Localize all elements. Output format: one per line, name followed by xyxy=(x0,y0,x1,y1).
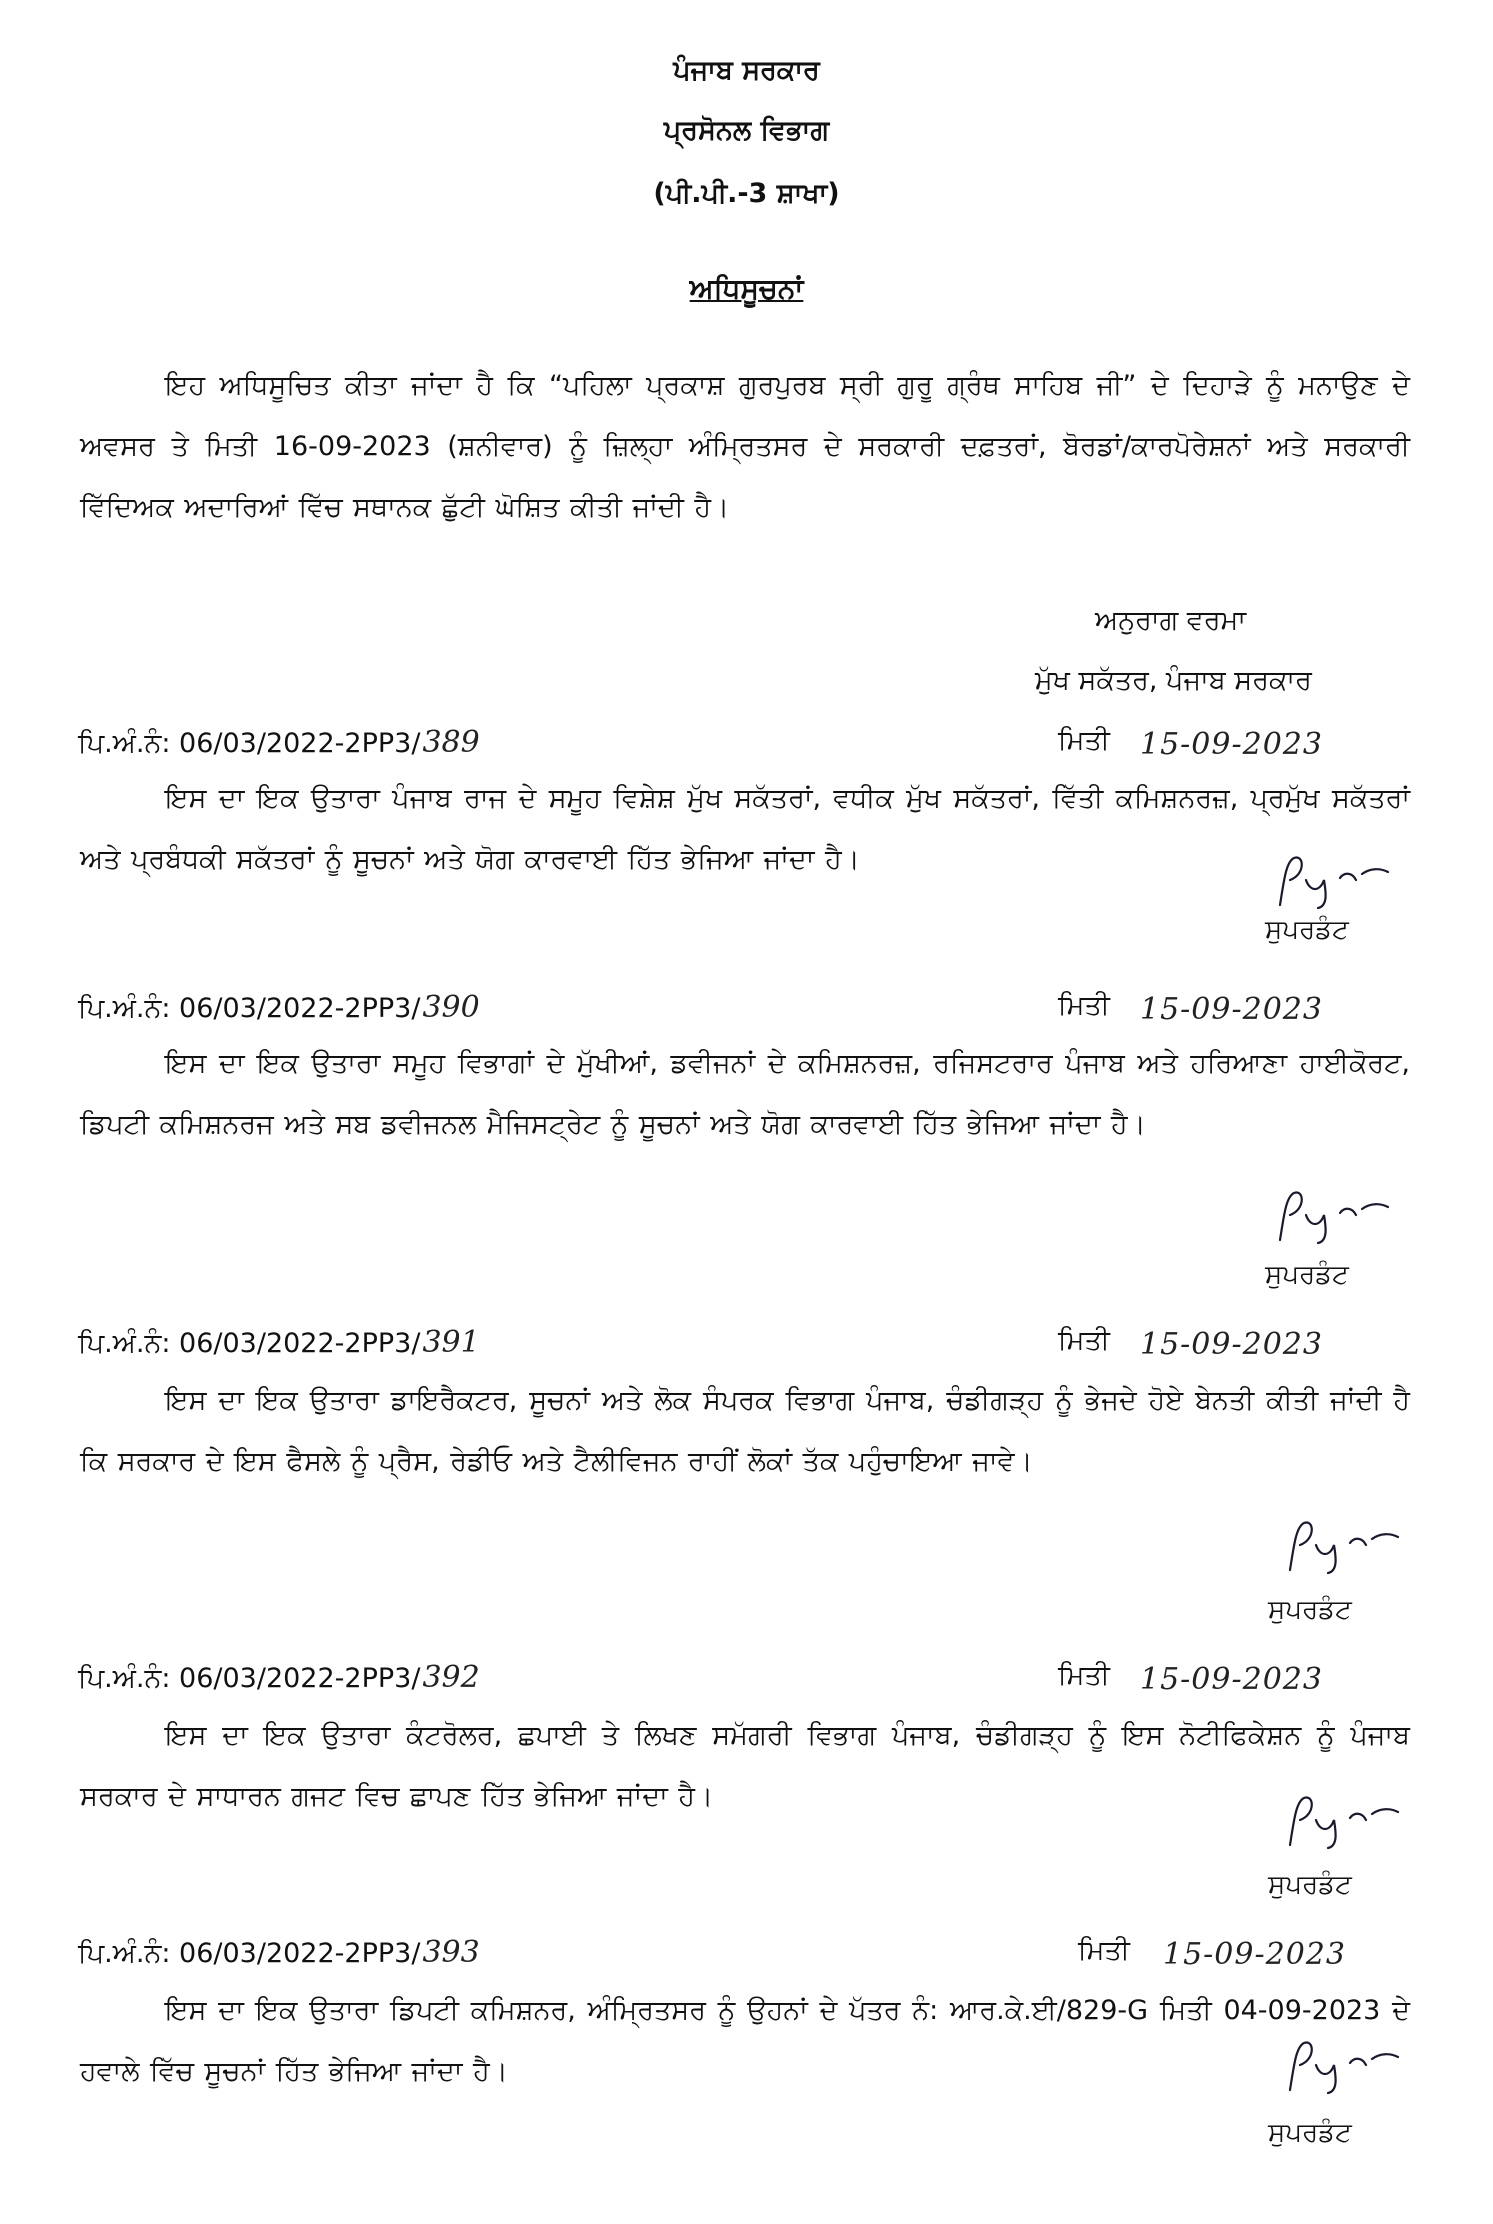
notification-body xyxy=(80,355,1410,538)
endorsement-1-body xyxy=(80,768,1410,890)
notification-text: ਇਹ ਅਧਿਸੂਚਿਤ ਕੀਤਾ ਜਾਂਦਾ ਹੈ ਕਿ “ਪਹਿਲਾ ਪ੍ਰਕਾਸ਼ ਗੁਰਪੁਰਬ ਸ੍ਰੀ ਗੁਰੂ ਗ੍ਰੰਥ ਸਾਹਿਬ ਜੀ” ਦੇ ਦਿਹਾੜੇ ਨੂੰ ਮਨਾਉਣ ਦੇ ਅਵਸਰ ਤੇ ਮਿਤੀ 16-09-2023 (ਸ਼ਨੀਵਾਰ) ਨੂੰ ਜ਼ਿਲ੍ਹਾ ਅੰਮ੍ਰਿਤਸਰ ਦੇ ਸਰਕਾਰੀ ਦਫ਼ਤਰਾਂ, ਬੋਰਡਾਂ/ਕਾਰਪੋਰੇਸ਼ਨਾਂ ਅਤੇ ਸਰਕਾਰੀ ਵਿੱਦਿਅਕ ਅਦਾਰਿਆਂ ਵਿੱਚ ਸਥਾਨਕ ਛੁੱਟੀ ਘੋਸ਼ਿਤ ਕੀਤੀ ਜਾਂਦੀ ਹੈ। xyxy=(80,370,1410,523)
endorsement-2-ref-line xyxy=(78,990,1408,1030)
endorsement-1-ref-handwritten: 389 xyxy=(422,725,480,760)
endorsement-3-date-label: ਮਿਤੀ xyxy=(1058,1325,1110,1356)
endorsement-2-ref-number: ਪਿ.ਅੰ.ਨੰ: 06/03/2022-2PP3/ xyxy=(78,993,421,1024)
endorsement-5-ref-line xyxy=(78,1935,1408,1975)
endorsement-2-date-handwritten: 15-09-2023 xyxy=(1140,992,1323,1027)
endorsement-3-body xyxy=(80,1370,1410,1492)
endorsement-2-text: ਇਸ ਦਾ ਇਕ ਉਤਾਰਾ ਸਮੂਹ ਵਿਭਾਗਾਂ ਦੇ ਮੁੱਖੀਆਂ, ਡਵੀਜਨਾਂ ਦੇ ਕਮਿਸ਼ਨਰਜ਼, ਰਜਿਸਟਰਾਰ ਪੰਜਾਬ ਅਤੇ ਹਰਿਆਣਾ ਹਾਈਕੋਰਟ, ਡਿਪਟੀ ਕਮਿਸ਼ਨਰਜ ਅਤੇ ਸਬ ਡਵੀਜਨਲ ਮੈਜਿਸਟ੍ਰੇਟ ਨੂੰ ਸੂਚਨਾਂ ਅਤੇ ਯੋਗ ਕਾਰਵਾਈ ਹਿੱਤ ਭੇਜਿਆ ਜਾਂਦਾ ਹੈ। xyxy=(80,1048,1410,1140)
endorsement-2-date-label: ਮਿਤੀ xyxy=(1058,990,1110,1021)
endorsement-4-date-handwritten: 15-09-2023 xyxy=(1140,1662,1323,1697)
endorsement-3-signer-title: ਸੁਪਰਡੰਟ xyxy=(1268,1595,1352,1625)
endorsement-5-date-handwritten: 15-09-2023 xyxy=(1163,1937,1346,1972)
endorsement-1-signer-title: ਸੁਪਰਡੰਟ xyxy=(1265,915,1349,945)
endorsement-4-body xyxy=(80,1705,1410,1827)
endorsement-1-date-handwritten: 15-09-2023 xyxy=(1140,727,1323,762)
signatory-name: ਅਨੁਰਾਗ ਵਰਮਾ xyxy=(1095,605,1247,636)
endorsement-3-ref-line xyxy=(78,1325,1408,1365)
branch-heading: (ਪੀ.ਪੀ.-3 ਸ਼ਾਖਾ) xyxy=(653,178,840,209)
endorsement-4-ref-handwritten: 392 xyxy=(422,1660,480,1695)
endorsement-1-ref-number: ਪਿ.ਅੰ.ਨੰ: 06/03/2022-2PP3/ xyxy=(78,728,421,759)
notification-title: ਅਧਿਸੂਚਨਾਂ xyxy=(689,272,804,305)
endorsement-3-date-handwritten: 15-09-2023 xyxy=(1140,1327,1323,1362)
endorsement-1-ref-line xyxy=(78,725,1408,765)
endorsement-4-signer-title: ਸੁਪਰਡੰਟ xyxy=(1268,1870,1352,1900)
endorsement-4-date-label: ਮਿਤੀ xyxy=(1058,1660,1110,1691)
endorsement-1-date-label: ਮਿਤੀ xyxy=(1058,725,1110,756)
endorsement-5-date-label: ਮਿਤੀ xyxy=(1078,1935,1130,1966)
endorsement-1-text: ਇਸ ਦਾ ਇਕ ਉਤਾਰਾ ਪੰਜਾਬ ਰਾਜ ਦੇ ਸਮੂਹ ਵਿਸ਼ੇਸ਼ ਮੁੱਖ ਸਕੱਤਰਾਂ, ਵਧੀਕ ਮੁੱਖ ਸਕੱਤਰਾਂ, ਵਿੱਤੀ ਕਮਿਸ਼ਨਰਜ਼, ਪ੍ਰਮੁੱਖ ਸਕੱਤਰਾਂ ਅਤੇ ਪ੍ਰਬੰਧਕੀ ਸਕੱਤਰਾਂ ਨੂੰ ਸੂਚਨਾਂ ਅਤੇ ਯੋਗ ਕਾਰਵਾਈ ਹਿੱਤ ਭੇਜਿਆ ਜਾਂਦਾ ਹੈ। xyxy=(80,783,1410,875)
endorsement-4-ref-line xyxy=(78,1660,1408,1700)
endorsement-5-body xyxy=(80,1980,1410,2102)
endorsement-5-ref-handwritten: 393 xyxy=(422,1935,480,1970)
signatory-designation: ਮੁੱਖ ਸਕੱਤਰ, ਪੰਜਾਬ ਸਰਕਾਰ xyxy=(1035,665,1312,696)
endorsement-3-ref-number: ਪਿ.ਅੰ.ਨੰ: 06/03/2022-2PP3/ xyxy=(78,1328,421,1359)
endorsement-5-ref-number: ਪਿ.ਅੰ.ਨੰ: 06/03/2022-2PP3/ xyxy=(78,1938,421,1969)
department-heading: ਪ੍ਰਸੋਨਲ ਵਿਭਾਗ xyxy=(663,115,830,146)
endorsement-2-ref-handwritten: 390 xyxy=(422,990,480,1025)
endorsement-3-text: ਇਸ ਦਾ ਇਕ ਉਤਾਰਾ ਡਾਇਰੈਕਟਰ, ਸੂਚਨਾਂ ਅਤੇ ਲੋਕ ਸੰਪਰਕ ਵਿਭਾਗ ਪੰਜਾਬ, ਚੰਡੀਗੜ੍ਹ ਨੂੰ ਭੇਜਦੇ ਹੋਏ ਬੇਨਤੀ ਕੀਤੀ ਜਾਂਦੀ ਹੈ ਕਿ ਸਰਕਾਰ ਦੇ ਇਸ ਫੈਸਲੇ ਨੂੰ ਪ੍ਰੈਸ, ਰੇਡੀਓ ਅਤੇ ਟੈਲੀਵਿਜਨ ਰਾਹੀਂ ਲੋਕਾਂ ਤੱਕ ਪਹੁੰਚਾਇਆ ਜਾਵੇ। xyxy=(80,1385,1410,1477)
endorsement-4-ref-number: ਪਿ.ਅੰ.ਨੰ: 06/03/2022-2PP3/ xyxy=(78,1663,421,1694)
government-heading: ਪੰਜਾਬ ਸਰਕਾਰ xyxy=(673,55,820,86)
endorsement-5-signer-title: ਸੁਪਰਡੰਟ xyxy=(1268,2118,1352,2148)
endorsement-2-body xyxy=(80,1033,1410,1155)
endorsement-2-signer-title: ਸੁਪਰਡੰਟ xyxy=(1265,1260,1349,1290)
endorsement-4-text: ਇਸ ਦਾ ਇਕ ਉਤਾਰਾ ਕੰਟਰੋਲਰ, ਛਪਾਈ ਤੇ ਲਿਖਣ ਸਮੱਗਰੀ ਵਿਭਾਗ ਪੰਜਾਬ, ਚੰਡੀਗੜ੍ਹ ਨੂੰ ਇਸ ਨੋਟੀਫਿਕੇਸ਼ਨ ਨੂੰ ਪੰਜਾਬ ਸਰਕਾਰ ਦੇ ਸਾਧਾਰਨ ਗਜਟ ਵਿਚ ਛਾਪਣ ਹਿੱਤ ਭੇਜਿਆ ਜਾਂਦਾ ਹੈ। xyxy=(80,1720,1410,1812)
endorsement-5-text: ਇਸ ਦਾ ਇਕ ਉਤਾਰਾ ਡਿਪਟੀ ਕਮਿਸ਼ਨਰ, ਅੰਮ੍ਰਿਤਸਰ ਨੂੰ ਉਹਨਾਂ ਦੇ ਪੱਤਰ ਨੰ: ਆਰ.ਕੇ.ਈ/829-G ਮਿਤੀ 04-09-2023 ਦੇ ਹਵਾਲੇ ਵਿੱਚ ਸੂਚਨਾਂ ਹਿੱਤ ਭੇਜਿਆ ਜਾਂਦਾ ਹੈ। xyxy=(80,1995,1410,2087)
endorsement-3-ref-handwritten: 391 xyxy=(422,1325,480,1360)
